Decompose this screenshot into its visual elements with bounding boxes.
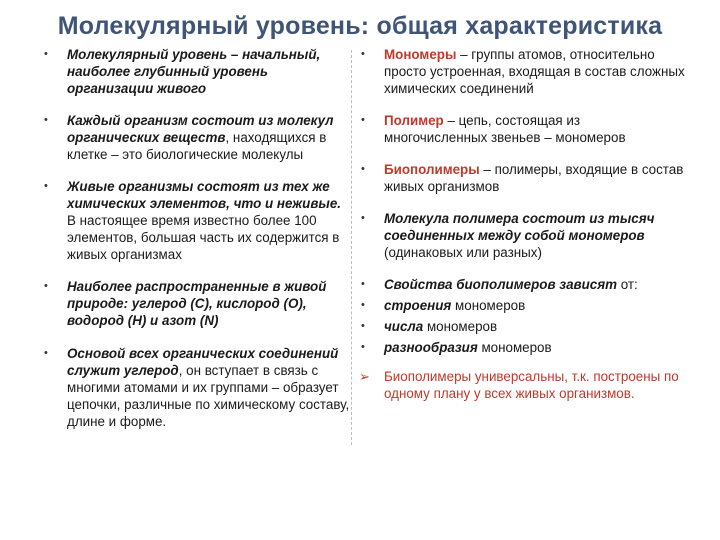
item-emphasis: Молекулярный уровень – начальный, наиболее глубинный уровень организации живого <box>67 47 321 96</box>
bullet-icon: • <box>44 48 48 60</box>
bullet-icon: • <box>44 114 48 126</box>
bullet-icon: • <box>361 299 365 311</box>
item-emphasis: Наиболее распространенные в живой природе: углерод (С), кислород (О), водород (Н) и азот (N) <box>67 279 327 328</box>
item-emphasis: строения <box>384 298 452 313</box>
bullet-icon: • <box>361 320 365 332</box>
item-text: (одинаковых или разных) <box>384 245 542 260</box>
bullet-icon: • <box>44 280 48 292</box>
term-monomers: Мономеры <box>384 47 457 62</box>
item-text: – полимеры, входящие в состав живых организмов <box>384 162 684 194</box>
item-emphasis: Молекула полимера состоит из тысяч соединенных между собой мономеров <box>384 211 655 243</box>
item-emphasis: Свойства биополимеров зависят <box>384 277 618 292</box>
item-emphasis: разнообразия <box>384 340 478 355</box>
conclusion-item <box>357 368 687 402</box>
item-emphasis: Живые организмы состоят из тех же химических элементов, что и неживые. <box>67 179 342 211</box>
item-text: мономеров <box>477 340 552 355</box>
item-text: мономеров <box>451 298 526 313</box>
right-column <box>357 46 687 402</box>
list-item <box>40 178 350 263</box>
term-biopolymers: Биополимеры <box>384 162 480 177</box>
item-text: – группы атомов, относительно просто устроенная, входящая в состав сложных химических соединений <box>384 47 685 96</box>
bullet-icon: • <box>361 163 365 175</box>
bullet-icon: • <box>44 347 48 359</box>
bullet-icon: • <box>361 114 365 126</box>
item-text: , он вступает в связь с многими атомами и их группами – образует цепочки, различные по химическому составу, длине и форме. <box>67 363 350 429</box>
item-text: , находящихся в клетке – это биологические молекулы <box>67 130 327 162</box>
bullet-icon: • <box>361 212 365 224</box>
bullet-icon: • <box>361 48 365 60</box>
slide-title: Молекулярный уровень: общая характеристика <box>57 12 663 40</box>
item-emphasis: числа <box>384 319 424 334</box>
arrow-bullet-icon: ➢ <box>359 369 370 384</box>
list-item <box>357 318 687 335</box>
list-item <box>357 276 687 293</box>
left-column <box>40 46 350 430</box>
list-item <box>357 210 687 261</box>
bullet-icon: • <box>44 180 48 192</box>
list-item <box>40 46 350 97</box>
item-text: мономеров <box>423 319 498 334</box>
list-item <box>357 46 687 97</box>
list-item <box>40 345 350 430</box>
item-emphasis: Каждый организм состоит из молекул органических веществ <box>67 113 334 145</box>
conclusion-text: Биополимеры универсальны, т.к. построены по одному плану у всех живых организмов. <box>384 369 679 401</box>
term-polymer: Полимер <box>384 113 444 128</box>
list-item <box>40 112 350 163</box>
bullet-icon: • <box>361 341 365 353</box>
list-item <box>357 339 687 356</box>
list-item <box>357 112 687 146</box>
item-emphasis: Основой всех органических соединений служит углерод <box>67 346 339 378</box>
bullet-icon: • <box>361 278 365 290</box>
item-text: В настоящее время известно более 100 элементов, большая часть их содержится в живых организмах <box>67 213 340 262</box>
item-text: от: <box>617 277 638 292</box>
list-item <box>357 297 687 314</box>
column-divider <box>351 50 352 445</box>
item-text: – цепь, состоящая из многочисленных звеньев – мономеров <box>384 113 626 145</box>
list-item <box>357 161 687 195</box>
list-item <box>40 278 350 329</box>
